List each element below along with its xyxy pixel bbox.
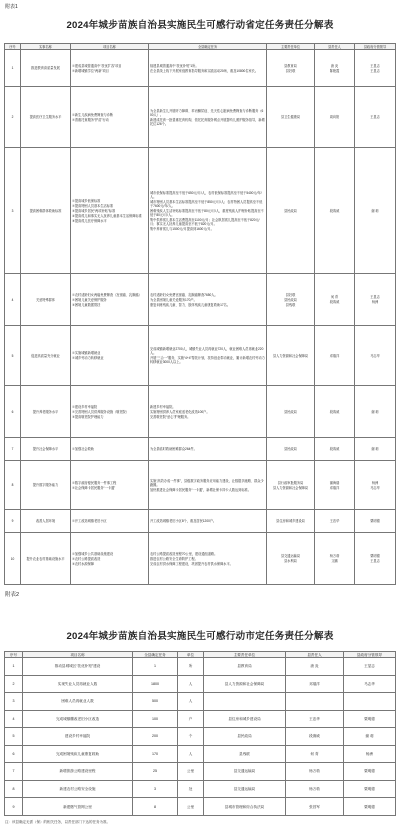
header-cell: 序号 [5,44,21,50]
table-cell: 个 [178,728,204,746]
cell-line: ①农村适龄妇女两癌免费筛查（宫颈癌、乳腺癌） [72,292,142,297]
cell-line: 开展“三合一”服务，实施“4+4”帮扶计划，扶持创业带动就业，累计新增农村劳动力转移就业3000人以上。 [150,356,265,365]
table-cell: 关爱特殊群体 [21,274,71,326]
table-cell [355,147,396,274]
table-cell [149,510,267,533]
table-cell: 县残联 [204,745,286,763]
table-cell [149,438,267,461]
cell-line: 农村适龄妇女免费宫颈癌、乳腺癌筛查7650人。 [150,292,218,297]
table-cell [204,693,286,711]
table-row [5,87,396,147]
table-row [5,438,396,461]
table-row [5,780,396,798]
table-row [5,147,396,274]
header-cell: 项目名称 [23,652,133,658]
table-cell: 县人力资源和社会保障局 [204,675,286,693]
cell-line: ③提高城乡居民“两项补贴”标准 [72,208,116,213]
header-cell: 实事名称 [21,44,71,50]
table-cell: 提升农业农村基础设施水平 [21,533,71,585]
table-cell [71,50,149,87]
table-cell: 改善人居环境 [21,510,71,533]
table-cell: 5 [5,326,21,386]
cell-line: 杨洲 [371,300,379,305]
table-cell: 实现失业人员再就业人数 [23,675,133,693]
table-cell [267,533,315,585]
table-cell [355,386,396,438]
cell-line: 县住房和城乡建设局 [276,519,305,524]
cell-line: 县水利局 [284,559,297,564]
table-cell [267,438,315,461]
cell-line: 困难残疾人生活补贴标准提高至不低于80元/月/人，重度残疾人护理补贴提高至不低于80元/月/人。 [150,208,264,217]
cell-line: 实施特困供养人员家庭适老化改造100户。 [150,409,210,414]
table-cell: 2 [5,87,21,147]
cell-line: 县民政局 [284,447,297,452]
table-cell [71,461,149,510]
table-cell: 10 [5,533,21,585]
cell-line: 新建成托育一批普惠托育机构，依托托育服务网点开展婴幼儿照护服务指导，新增托位126个。 [150,117,265,126]
provincial-task-table [4,43,396,585]
table-cell: 王显志 [344,658,396,676]
cell-line: 为全县临时救助困难群众264件。 [150,447,197,452]
table-row [5,798,396,816]
table-cell [315,147,355,274]
cell-line: 谢 莉 [371,409,379,414]
table-cell: 段赛威 [286,728,344,746]
cell-line: 唐 炎 [330,63,339,68]
table-cell: 县交通运输局 [204,763,286,781]
header-cell: 全县确定任务 [133,652,178,658]
municipal-task-table [4,651,396,816]
cell-line: 在全县线上线下开展家庭教育指导服务和实践活动20场，惠及10800名家长。 [150,68,259,73]
cell-line: 陈艳霞 [329,68,340,73]
cell-line: 县行政审批服务局 [277,480,304,485]
table-cell [267,326,315,386]
table-cell [315,326,355,386]
cell-line: 段赛威 [329,409,340,414]
table-cell [71,326,149,386]
table-cell [71,510,149,533]
table-cell [315,87,355,147]
header-cell: 县责任人 [315,44,355,50]
cell-line: 粟明德 [370,519,380,524]
table-cell: 6 [5,745,23,763]
table-cell: 7 [5,438,21,461]
table-cell [71,87,149,147]
table-cell: 县交通运输局 [204,780,286,798]
cell-line: 谢 莉 [371,208,379,213]
table-cell [267,50,315,87]
header-cell: 主要责任单位 [204,652,286,658]
table-cell [71,438,149,461]
header-cell: 序号 [5,652,23,658]
table-cell [149,274,267,326]
cell-line: 邓瑞洋 [329,485,340,490]
cell-line: ②提高特困人员基本生活标准 [72,203,114,208]
table-cell: 邓瑞洋 [286,675,344,693]
table-cell: 推动县城城区“扶优补短”建设 [23,658,133,676]
table-cell: 县城市管理和综合执法局 [204,798,286,816]
table-cell: 8 [5,780,23,798]
cell-line: ①实施城镇新增就业 [72,351,101,356]
cell-line: ②困境儿童关爱保护服务 [72,297,107,302]
table-cell: 杨万勃 [286,763,344,781]
cell-line: 县民政局 [284,208,297,213]
cell-line: 县教育局 [284,63,297,68]
table-cell: 新建农村公路安全设施 [23,780,133,798]
cell-line: ①建设乡村幸福院 [72,404,98,409]
table-cell [315,386,355,438]
cell-line: 为全县新生儿开展听力障碍、苯丙酮尿症、先天性心脏病免费筛查与诊断服务（600人）。 [150,108,264,117]
table-cell [149,147,267,274]
table-cell: 1800 [133,675,178,693]
cell-line: ③提高敬老院护理能力 [72,414,104,419]
header-cell: 主要责任单位 [267,44,315,50]
cell-line: 开工改造城镇老旧小区8个，惠及居民1200户。 [150,519,217,524]
cell-line: 王显志 [370,63,380,68]
cell-line: 王显志 [370,115,380,120]
table-cell [267,461,315,510]
table-cell: 马志华 [344,675,396,693]
table-cell: 困难人员再就业人数 [23,693,133,711]
cell-line: 县交通运输局 [280,554,301,559]
table-row [5,274,396,326]
cell-line: 何 青 [330,295,339,300]
table-cell: 人 [178,745,204,763]
table-cell: 提升社会保障水平 [21,438,71,461]
cell-line: ②农村公路提质改造 [72,556,101,561]
table-row [5,745,396,763]
table-cell: 3 [133,780,178,798]
header-cell: 县责任人 [286,652,344,658]
cell-line: 王忠华 [329,519,340,524]
cell-line: ②社会保障卡居民服务“一卡通” [72,485,116,490]
table-cell [71,274,149,326]
cell-line: 集中供养孤儿基本生活费提高至1100元/月；社会散居孤儿提高至不低于820元/月；事实无人抚养儿童提高至不低于820元/月。 [150,217,260,226]
table-cell: 1 [5,658,23,676]
table-cell: 粟明德 [344,710,396,728]
cell-line: 城市低保标准提高至不低于650元/月/人，农村低保标准提高至不低于5400元/年/人。 [150,190,262,199]
header-cell: 单位 [178,652,204,658]
cell-line: 县民政局 [284,409,297,414]
cell-line: 县人力资源和社会保障局 [272,353,309,358]
cell-line: 完成农村供水保障工程建设，巩固提升农村供水保障水平。 [150,561,233,566]
cell-line: 杨万勃 [329,554,340,559]
attachment-1-label: 附表1 [5,4,18,10]
cell-line: ②普惠托育服务“护苗”行动 [72,117,109,122]
table-cell: 唐 炎 [286,658,344,676]
table-cell [149,87,267,147]
cell-line: 完成城镇新增就业2700人，城镇失业人员再就业720人，就业困难人员再就业220人。 [150,347,264,356]
table-row [5,693,396,711]
cell-line: ②城乡劳动力转移就业 [72,356,104,361]
table-cell [315,274,355,326]
table-cell: 提升数字服务能力 [21,461,71,510]
table-cell: 3 [5,147,21,274]
table-cell: 7 [5,763,23,781]
cell-line: 农村公路提质改造里程70公里，建设通组道路。 [150,551,218,556]
cell-line: 续建县城普通高中“扶优补短”1所。 [150,63,199,68]
table-row [5,510,396,533]
table-cell: 县民政局 [204,728,286,746]
table-cell: 处 [178,780,204,798]
table-cell: 100 [133,710,178,728]
table-cell [344,693,396,711]
table-row [5,658,396,676]
cell-line: 县妇联 [285,292,296,297]
cell-line: ①数字政府便民服务一件事工程 [72,480,117,485]
table-cell: 县教育局 [204,658,286,676]
table-row [5,326,396,386]
header-cell: 县政府分管领导 [355,44,396,50]
cell-line: 王显志 [370,295,380,300]
cell-line: ①新生儿疾病免费筛查与诊断 [72,112,114,117]
table-cell [267,274,315,326]
table-cell [149,326,267,386]
cell-line: 王显志 [370,68,380,73]
table-cell: 1 [133,658,178,676]
table-cell [149,461,267,510]
table-cell: 4 [5,274,21,326]
table-cell: 新建燃气管网公里 [23,798,133,816]
footnote: 注：该县确定无需（保）的相关任务，以责任部门下达的任务为准。 [5,820,110,824]
table-cell: 170 [133,745,178,763]
cell-line: 粟明德 [370,554,380,559]
cell-line: 实施“高效办成一件事”，县级数字政务服务应用能力建设，让数据多跑路、群众少跑腿。 [150,478,264,487]
table-cell: 公里 [178,763,204,781]
table-cell [315,438,355,461]
table-cell: 户 [178,710,204,728]
header-cell: 全县确定任务 [149,44,267,50]
cell-line: 县卫生健康局 [280,115,301,120]
table-cell [315,461,355,510]
table-cell: 提高困难群体救助标准 [21,147,71,274]
table-cell: 粟明德 [344,780,396,798]
table-cell: 何 青 [286,745,344,763]
table-cell: 500 [133,693,178,711]
table-cell: 9 [5,510,21,533]
table-cell: 9 [5,798,23,816]
table-cell: 4 [5,710,23,728]
cell-line: 蒲海瑞 [329,480,340,485]
table-cell [267,510,315,533]
table-2-title: 2024年城步苗族自治县实施民生可感行动市定任务责任分解表 [66,631,334,642]
cell-line: 谢 莉 [371,447,379,452]
table-cell: 人 [178,693,204,711]
cell-line: 加快推进社会保障卡居民服务“一卡通”，新增社保卡持卡人数达到标准。 [150,487,251,492]
cell-line: 马志华 [370,485,380,490]
table-cell [286,693,344,711]
table-cell: 建设乡村幸福院 [23,728,133,746]
table-cell [149,533,267,585]
cell-line: 周向阳 [329,115,340,120]
cell-line: ③农村水源保障 [72,561,94,566]
cell-line: 邓瑞洋 [329,353,340,358]
table-row [5,50,396,87]
table-cell: 完成困境残疾儿童康复救助 [23,745,133,763]
cell-line: ②新增城镇学位“两新”项目 [72,68,109,73]
table-cell [355,510,396,533]
table-cell [355,461,396,510]
table-cell: 粟明德 [344,763,396,781]
table-row [5,533,396,585]
table-cell: 新增旅游公路建设里程 [23,763,133,781]
table-cell: 促进高质量充分就业 [21,326,71,386]
cell-line: 马志华 [370,353,380,358]
table-cell: 所 [178,658,204,676]
table-cell: 8 [5,461,21,510]
table-cell [267,147,315,274]
cell-line: 县人力资源和社会保障局 [272,485,309,490]
cell-line: ④提高孤儿和事实无人抚养儿童基本生活保障标准 [72,213,142,218]
cell-line: 新建乡村幸福院。 [150,404,176,409]
table-cell [149,386,267,438]
table-cell: 杨万勃 [286,780,344,798]
table-row [5,386,396,438]
table-cell: 提高医疗卫生服务水平 [21,87,71,147]
table-cell: 谢 莉 [344,728,396,746]
table-cell [355,438,396,461]
table-cell [355,87,396,147]
table-cell: 公里 [178,798,204,816]
table-cell: 完成城镇棚改老旧小区改造 [23,710,133,728]
cell-line: 段赛威 [329,208,340,213]
cell-line: 县妇联 [285,68,296,73]
table-cell [149,50,267,87]
cell-line: ①加强社会救助 [72,447,94,452]
table-cell: 粟明德 [344,798,396,816]
header-cell: 项目名称 [71,44,149,50]
table-cell [355,274,396,326]
table-row [5,728,396,746]
table-cell: 25 [133,763,178,781]
table-cell: 县住房和城乡建设局 [204,710,286,728]
table-cell: 王忠华 [286,710,344,728]
cell-line: 集中养育孤儿与1500元/月提高到1600元/月。 [150,226,214,231]
cell-line: 段赛威 [329,447,340,452]
table-cell [315,510,355,533]
cell-line: 康复训练残疾儿童、智力、肢体残疾儿童康复救助17名。 [150,302,231,307]
table-cell: 推进教育高质量发展 [21,50,71,87]
cell-line: 县民政局 [284,297,297,302]
table-row [5,710,396,728]
table-cell [315,533,355,585]
cell-line: ⑤提高孤儿医疗保障水平 [72,218,107,223]
table-cell [267,87,315,147]
table-cell [71,147,149,274]
cell-line: 城市特困人员基本生活标准提高至不低于850元/月/人；农村特困人员提高至不低于7600元/年/人。 [150,199,263,208]
cell-line: 杨洲 [371,480,379,485]
cell-line: 为全县困境儿童关爱服务170户。 [150,297,197,302]
cell-line: 完善敬老院“爱心”护理服务。 [150,414,191,419]
cell-line: ③困境儿童数据帮扶 [72,302,101,307]
table-cell: 8 [133,798,178,816]
table-cell [71,533,149,585]
table-row [5,461,396,510]
table-cell [71,386,149,438]
table-cell: 3 [5,693,23,711]
table-cell: 1 [5,50,21,87]
table-cell: 2 [5,675,23,693]
cell-line: 段赛威 [329,300,340,305]
table-1-title: 2024年城步苗族自治县实施民生可感行动省定任务责任分解表 [66,20,334,31]
cell-line: 王显志 [370,559,380,564]
table-cell [267,386,315,438]
header-cell: 县政府分管领导 [344,652,396,658]
table-row [5,675,396,693]
table-cell [315,50,355,87]
table-cell [355,326,396,386]
table-cell [355,50,396,87]
table-row [5,763,396,781]
table-cell: 6 [5,386,21,438]
cell-line: ①开工改造城镇老旧小区 [72,519,107,524]
cell-line: ①建成县城普通高中“扶优扩容”项目 [72,63,122,68]
attachment-2-label: 附表2 [5,592,20,598]
cell-line: 县残联 [285,302,296,307]
cell-line: 推进农村公路安全生命防护工程。 [150,556,198,561]
table-cell: 张昌军 [286,798,344,816]
table-cell: 人 [178,675,204,693]
table-cell: 5 [5,728,23,746]
table-cell: 杨洲 [344,745,396,763]
cell-line: 文鹏 [331,559,338,564]
cell-line: ②完善特困人员供养服务设施（敬老院） [72,409,130,414]
cell-line: ①加强城乡公共基础设施建设 [72,551,114,556]
table-cell: 200 [133,728,178,746]
table-cell [355,533,396,585]
cell-line: ①提高城乡低保标准 [72,198,101,203]
table-cell: 提升养老服务水平 [21,386,71,438]
